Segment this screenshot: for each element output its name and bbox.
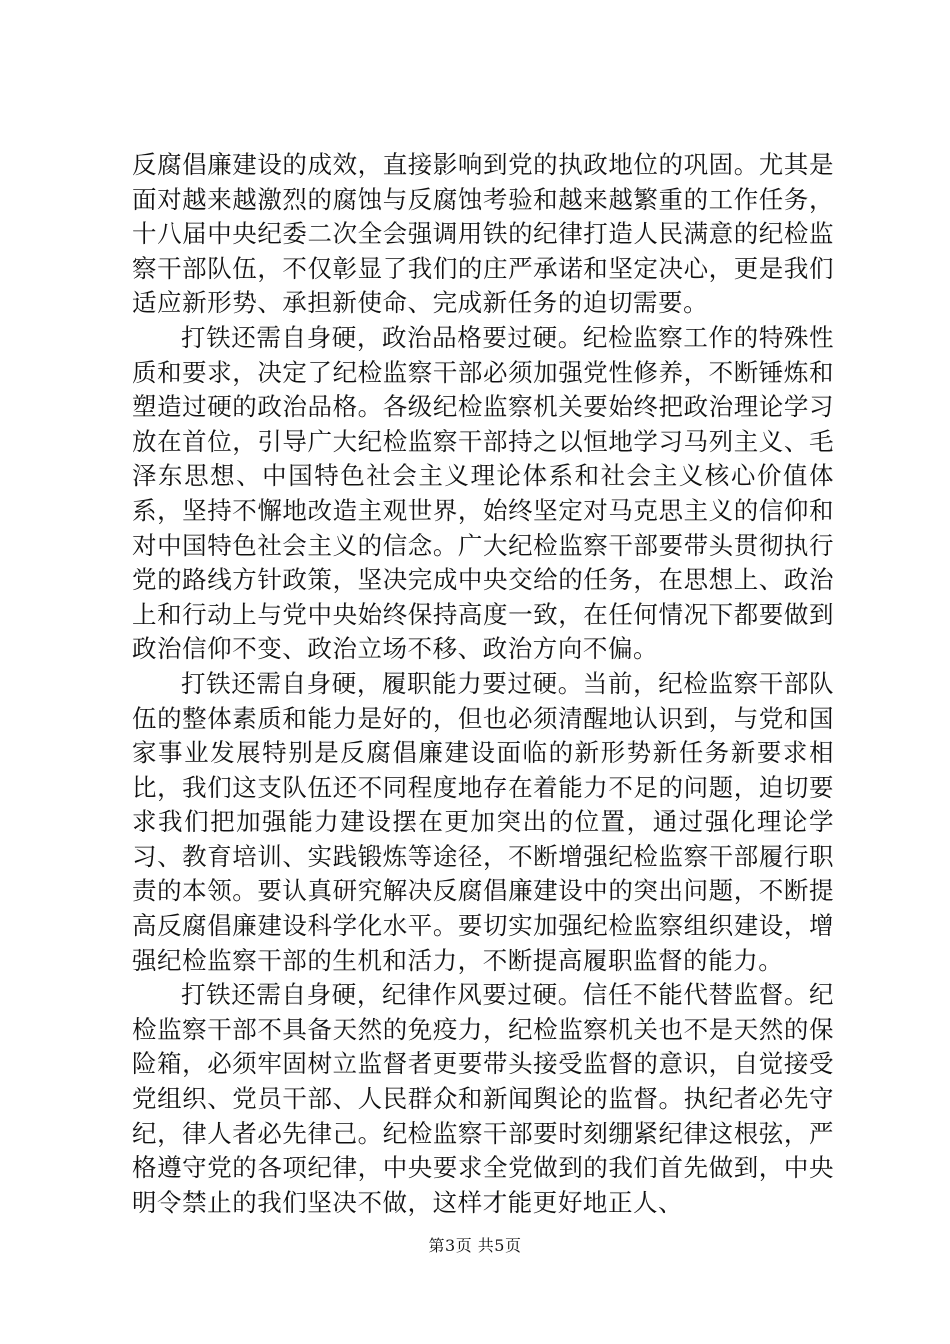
paragraph-4: 打铁还需自身硬，纪律作风要过硬。信任不能代替监督。纪检监察干部不具备天然的免疫力，纪检监察机关也不是天然的保险箱，必须牢固树立监督者更要带头接受监督的意识，自觉接受党组织、党员干部、人民群众和新闻舆论的监督。执纪者必先守纪，律人者必先律己。纪检监察干部要时刻绷紧纪律这根弦，严格遵守党的各项纪律，中央要求全党做到的我们首先做到，中央明令禁止的我们坚决不做，这样才能更好地正人、 [132, 980, 834, 1217]
paragraph-3: 打铁还需自身硬，履职能力要过硬。当前，纪检监察干部队伍的整体素质和能力是好的，但也必须清醒地认识到，与党和国家事业发展特别是反腐倡廉建设面临的新形势新任务新要求相比，我们这支队伍还不同程度地存在着能力不足的问题，迫切要求我们把加强能力建设摆在更加突出的位置，通过强化理论学习、教育培训、实践锻炼等途径，不断增强纪检监察干部履行职责的本领。要认真研究解决反腐倡廉建设中的突出问题，不断提高反腐倡廉建设科学化水平。要切实加强纪检监察组织建设，增强纪检监察干部的生机和活力，不断提高履职监督的能力。 [132, 668, 834, 975]
paragraph-1: 反腐倡廉建设的成效，直接影响到党的执政地位的巩固。尤其是面对越来越激烈的腐蚀与反腐蚀考验和越来越繁重的工作任务，十八届中央纪委二次全会强调用铁的纪律打造人民满意的纪检监察干部队伍，不仅彰显了我们的庄严承诺和坚定决心，更是我们适应新形势、承担新使命、完成新任务的迫切需要。 [132, 150, 834, 318]
paragraph-2: 打铁还需自身硬，政治品格要过硬。纪检监察工作的特殊性质和要求，决定了纪检监察干部必须加强党性修养，不断锤炼和塑造过硬的政治品格。各级纪检监察机关要始终把政治理论学习放在首位，引导广大纪检监察干部持之以恒地学习马列主义、毛泽东思想、中国特色社会主义理论体系和社会主义核心价值体系，坚持不懈地改造主观世界，始终坚定对马克思主义的信仰和对中国特色社会主义的信念。广大纪检监察干部要带头贯彻执行党的路线方针政策，坚决完成中央交给的任务，在思想上、政治上和行动上与党中央始终保持高度一致，在任何情况下都要做到政治信仰不变、政治立场不移、政治方向不偏。 [132, 322, 834, 664]
document-body [132, 148, 834, 1220]
page-number-footer: 第3页 共5页 [428, 1236, 522, 1255]
